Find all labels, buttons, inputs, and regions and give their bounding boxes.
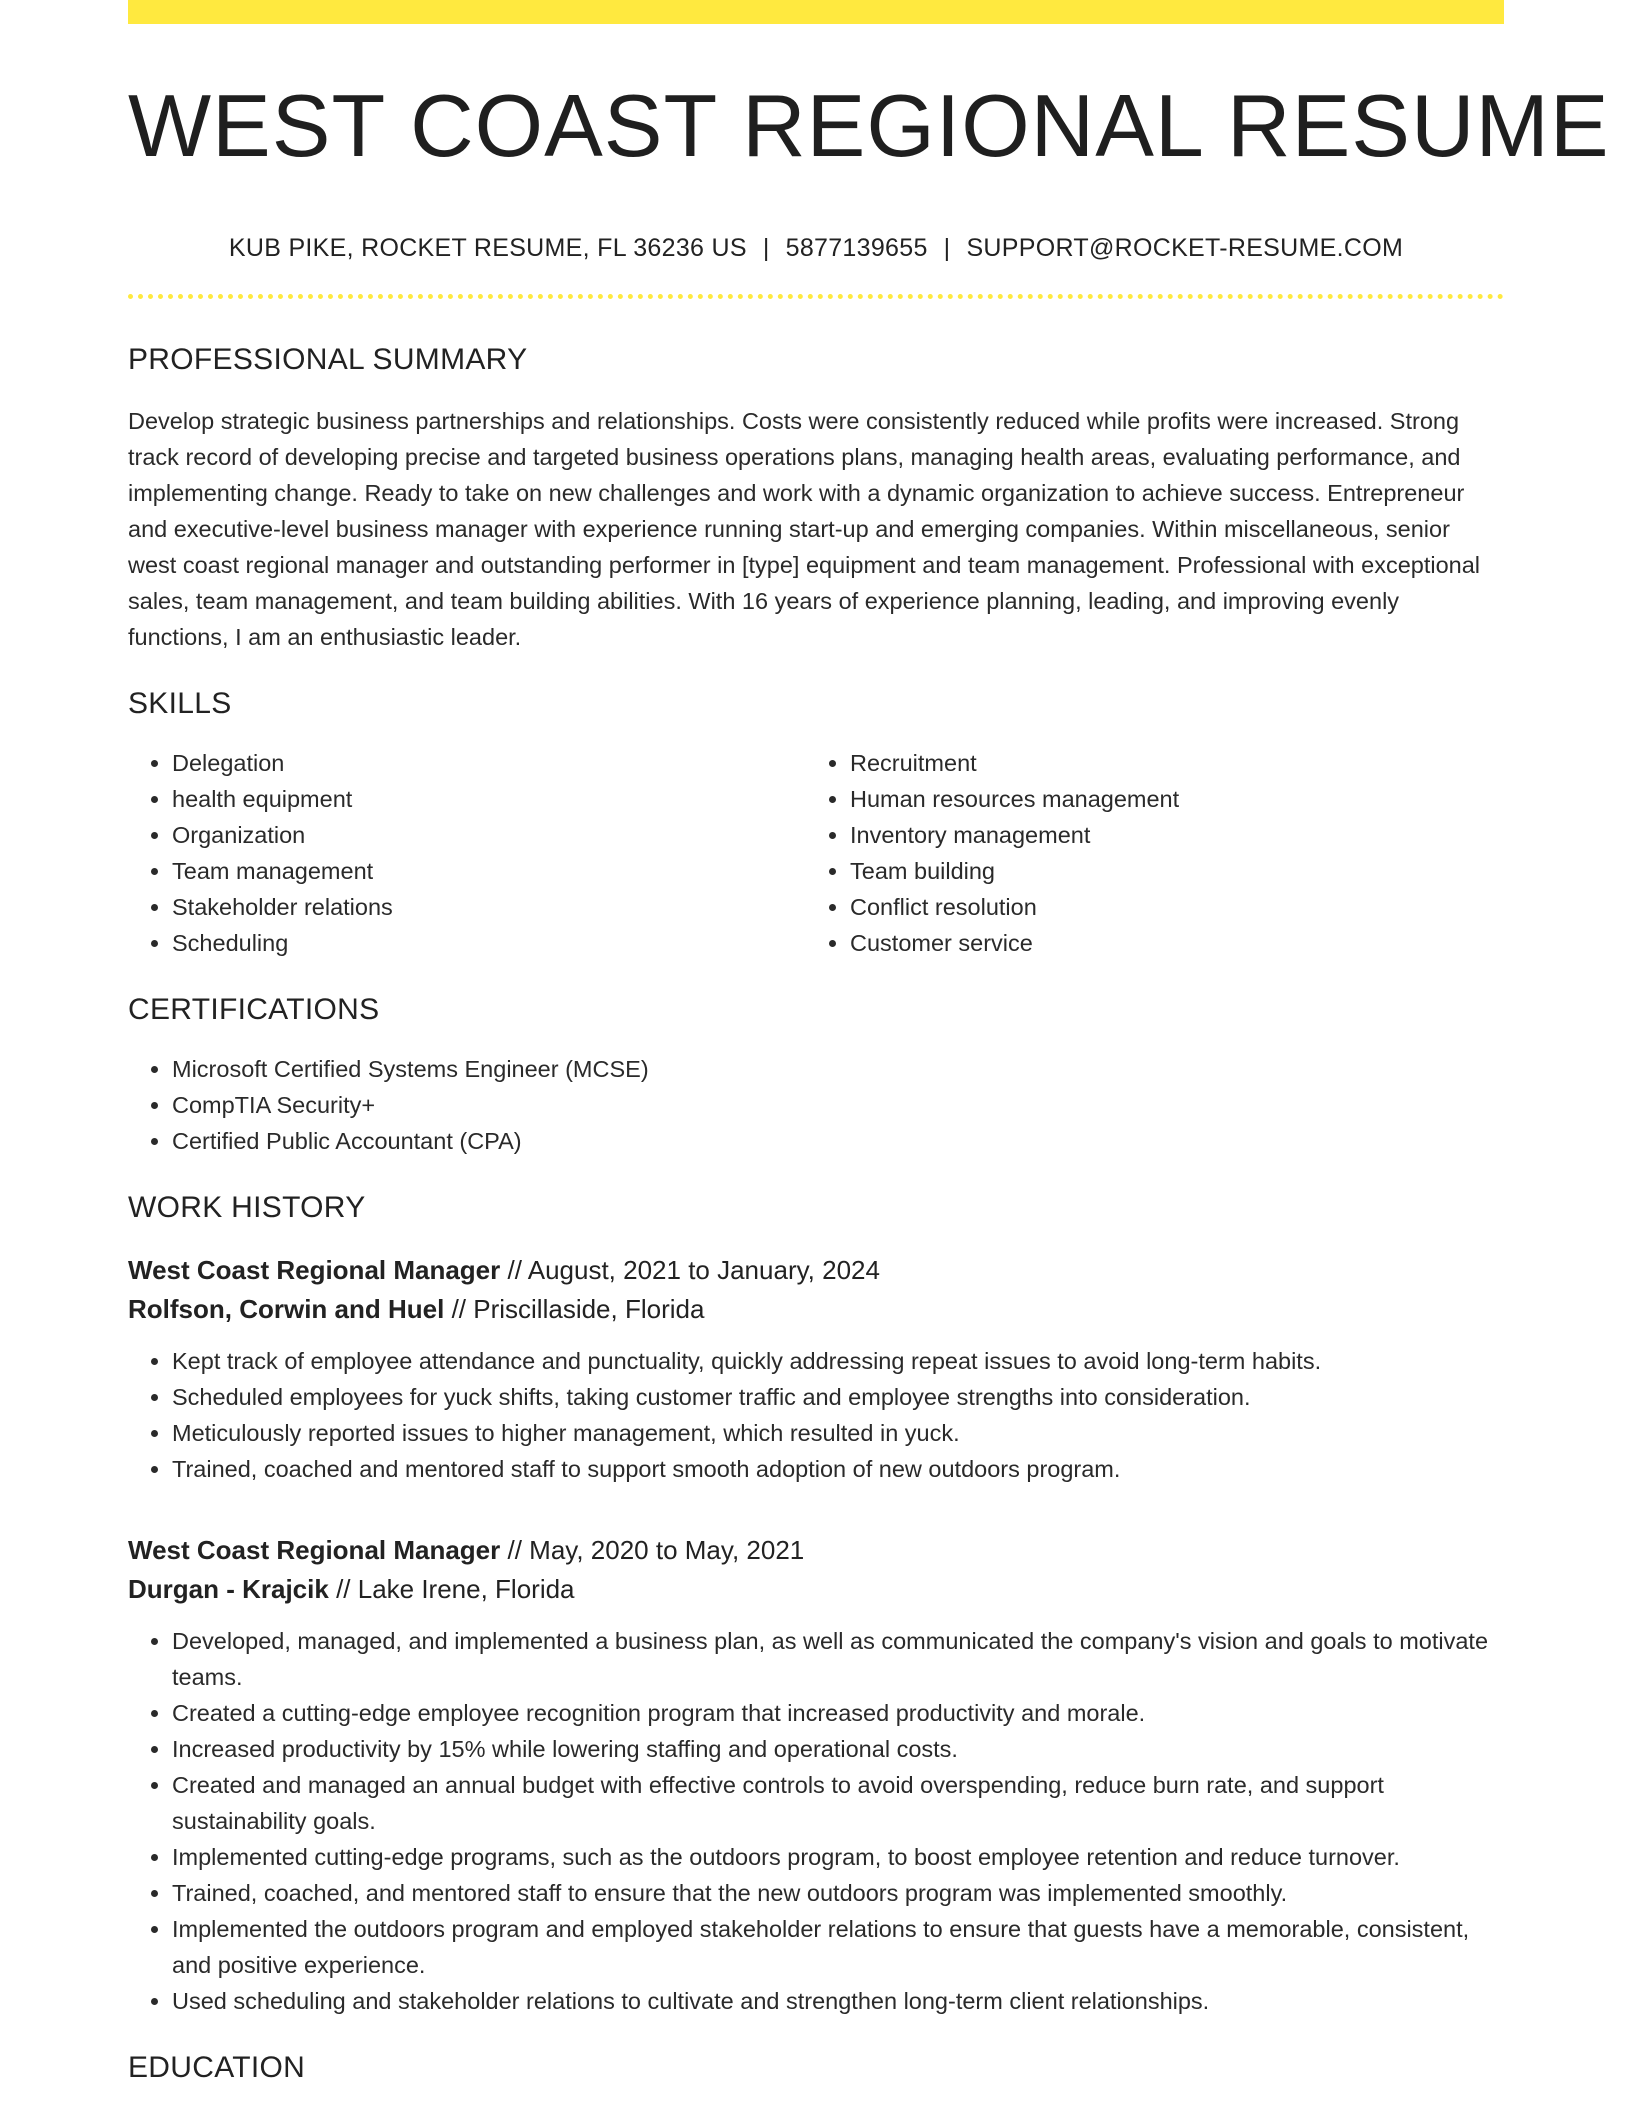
job-title-line	[128, 1531, 1504, 1570]
job-dates: // May, 2020 to May, 2021	[507, 1535, 805, 1565]
skill-item: • Stakeholder relations	[172, 889, 806, 925]
resume-page	[128, 0, 1610, 2085]
skills-heading: SKILLS	[128, 687, 232, 720]
header-divider	[128, 294, 1504, 299]
job-bullets	[128, 1343, 1504, 1487]
top-accent-bar	[128, 0, 1504, 24]
skill-item: • health equipment	[172, 781, 806, 817]
certification-item: • Certified Public Accountant (CPA)	[172, 1123, 1504, 1159]
skill-item: • Team building	[850, 853, 1484, 889]
contact-separator: |	[762, 234, 770, 262]
contact-address: KUB PIKE, ROCKET RESUME, FL 36236 US	[228, 234, 747, 262]
skills-section	[128, 687, 1504, 961]
education-section	[128, 2051, 1504, 2085]
job-bullet: • Meticulously reported issues to higher management, which resulted in yuck.	[172, 1415, 1504, 1451]
job-bullet: • Increased productivity by 15% while lowering staffing and operational costs.	[172, 1731, 1504, 1767]
summary-heading: PROFESSIONAL SUMMARY	[128, 343, 528, 376]
work-history-section	[128, 1191, 1504, 2019]
education-heading: EDUCATION	[128, 2051, 306, 2084]
job-company: Rolfson, Corwin and Huel	[128, 1294, 445, 1324]
certification-item: • Microsoft Certified Systems Engineer (MCSE)	[172, 1051, 1504, 1087]
summary-text: Develop strategic business partnerships and relationships. Costs were consistently reduced while profits were increased. Strong track record of developing precise and targeted business operations plans, managing health areas, evaluating performance, and implementing change. Ready to take on new challenges and work with a dynamic organization to achieve success. Entrepreneur and executive-level business manager with experience running start-up and emerging companies. Within miscellaneous, senior west coast regional manager and outstanding performer in [type] equipment and team management. Professional with exceptional sales, team management, and team building abilities. With 16 years of experience planning, leading, and improving evenly functions, I am an enthusiastic leader.	[128, 408, 1481, 650]
skill-item: • Conflict resolution	[850, 889, 1484, 925]
job-bullet: • Developed, managed, and implemented a business plan, as well as communicated the company's vision and goals to motivate teams.	[172, 1623, 1504, 1695]
certifications-heading: CERTIFICATIONS	[128, 993, 380, 1026]
certifications-section	[128, 993, 1504, 1159]
job-bullet: • Implemented the outdoors program and employed stakeholder relations to ensure that guests have a memorable, consistent, and positive experience.	[172, 1911, 1504, 1983]
skill-item: • Scheduling	[172, 925, 806, 961]
skill-item: • Human resources management	[850, 781, 1484, 817]
job-bullet: • Created a cutting-edge employee recognition program that increased productivity and morale.	[172, 1695, 1504, 1731]
skill-item: • Organization	[172, 817, 806, 853]
job-entry	[128, 1251, 1504, 1487]
job-role: West Coast Regional Manager	[128, 1255, 501, 1285]
job-location: // Priscillaside, Florida	[451, 1294, 705, 1324]
contact-separator: |	[943, 234, 951, 262]
skill-item: • Team management	[172, 853, 806, 889]
skills-list-right	[806, 745, 1484, 961]
resume-title: WEST COAST REGIONAL RESUME	[128, 76, 1610, 175]
contact-email: SUPPORT@ROCKET-RESUME.COM	[966, 234, 1404, 262]
skill-item: • Delegation	[172, 745, 806, 781]
certifications-list	[128, 1051, 1504, 1159]
work-history-heading: WORK HISTORY	[128, 1191, 366, 1224]
job-title-line	[128, 1251, 1504, 1290]
job-dates: // August, 2021 to January, 2024	[507, 1255, 880, 1285]
job-bullet: • Trained, coached, and mentored staff to ensure that the new outdoors program was implemented smoothly.	[172, 1875, 1504, 1911]
job-location: // Lake Irene, Florida	[336, 1574, 575, 1604]
job-bullet: • Kept track of employee attendance and punctuality, quickly addressing repeat issues to avoid long-term habits.	[172, 1343, 1504, 1379]
job-bullet: • Implemented cutting-edge programs, such as the outdoors program, to boost employee retention and reduce turnover.	[172, 1839, 1504, 1875]
skills-list-left	[128, 745, 806, 961]
job-company-line	[128, 1570, 1504, 1609]
job-bullet: • Scheduled employees for yuck shifts, taking customer traffic and employee strengths into consideration.	[172, 1379, 1504, 1415]
job-role: West Coast Regional Manager	[128, 1535, 501, 1565]
job-bullet: • Trained, coached and mentored staff to support smooth adoption of new outdoors program.	[172, 1451, 1504, 1487]
skill-item: • Inventory management	[850, 817, 1484, 853]
job-bullet: • Created and managed an annual budget with effective controls to avoid overspending, reduce burn rate, and support sustainability goals.	[172, 1767, 1504, 1839]
job-bullets	[128, 1623, 1504, 2019]
contact-line	[128, 234, 1504, 263]
certification-item: • CompTIA Security+	[172, 1087, 1504, 1123]
job-entry	[128, 1531, 1504, 2019]
contact-phone: 5877139655	[785, 234, 928, 262]
skills-grid	[128, 745, 1504, 961]
skill-item: • Recruitment	[850, 745, 1484, 781]
job-company: Durgan - Krajcik	[128, 1574, 329, 1604]
job-company-line	[128, 1290, 1504, 1329]
job-bullet: • Used scheduling and stakeholder relations to cultivate and strengthen long-term client relationships.	[172, 1983, 1504, 2019]
skill-item: • Customer service	[850, 925, 1484, 961]
